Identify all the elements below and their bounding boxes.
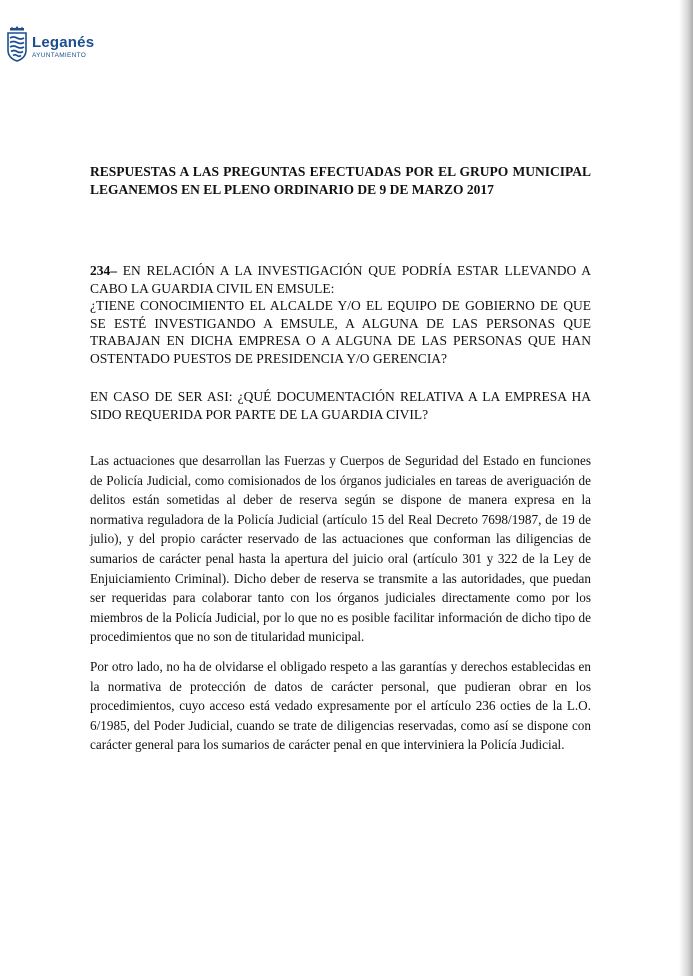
document-title: RESPUESTAS A LAS PREGUNTAS EFECTUADAS POR EL GRUPO MUNICIPAL LEGANEMOS EN EL PLENO ORDINARIO DE 9 DE MARZO 2017 [90, 164, 591, 197]
question-body: ¿TIENE CONOCIMIENTO EL ALCALDE Y/O EL EQUIPO DE GOBIERNO DE QUE SE ESTÉ INVESTIGANDO A EMSULE, A ALGUNA DE LAS PERSONAS QUE TRABAJAN EN DICHA EMPRESA O A ALGUNA DE LAS PERSONAS QUE HAN OSTENTADO PUESTOS DE PRESIDENCIA Y/O GERENCIA? [90, 298, 591, 366]
logo-name: Leganés [32, 34, 95, 51]
brand-block [32, 26, 94, 60]
scan-edge-shadow [679, 0, 693, 976]
answer-block [90, 451, 591, 765]
letterhead [6, 26, 94, 62]
question-intro: EN RELACIÓN A LA INVESTIGACIÓN QUE PODRÍA ESTAR LLEVANDO A CABO LA GUARDIA CIVIL EN EMSULE: [90, 263, 591, 296]
answer-paragraph-1: Las actuaciones que desarrollan las Fuerzas y Cuerpos de Seguridad del Estado en funciones de Policía Judicial, como comisionados de los órganos judiciales en tareas de averiguación de delitos están sometidas al deber de reserva según se dispone de manera expresa en la normativa reguladora de la Policía Judicial (artículo 15 del Real Decreto 7698/1987, de 19 de julio), y del propio carácter reservado de las actuaciones que conforman las diligencias de sumarios de carácter penal hasta la apertura del juicio oral (artículo 301 y 322 de la Ley de Enjuiciamiento Criminal). Dicho deber de reserva se transmite a las autoridades, que puedan ser requeridas para colaborar tanto con los órganos judiciales directamente como por los miembros de la Policía Judicial, por lo que no es posible facilitar información de dicho tipo de procedimientos que no son de titularidad municipal. [90, 453, 591, 645]
answer-paragraph-2: Por otro lado, no ha de olvidarse el obligado respeto a las garantías y derechos establecidas en la normativa de protección de datos de carácter personal, que pudieran obrar en los procedimientos, cuyo acceso está vedado expresamente por el artículo 236 octies de la L.O. 6/1985, del Poder Judicial, cuando se trate de diligencias reservadas, como así se dispone con carácter general para los sumarios de carácter penal en que interviniera la Policía Judicial. [90, 658, 591, 753]
logo-subtitle: AYUNTAMIENTO [32, 52, 87, 59]
leganes-crest-icon [6, 26, 28, 62]
question-number: 234– [90, 263, 117, 278]
question-follow-up: EN CASO DE SER ASI: ¿QUÉ DOCUMENTACIÓN RELATIVA A LA EMPRESA HA SIDO REQUERIDA POR PARTE DE LA GUARDIA CIVIL? [90, 389, 591, 422]
question-block [90, 262, 591, 367]
